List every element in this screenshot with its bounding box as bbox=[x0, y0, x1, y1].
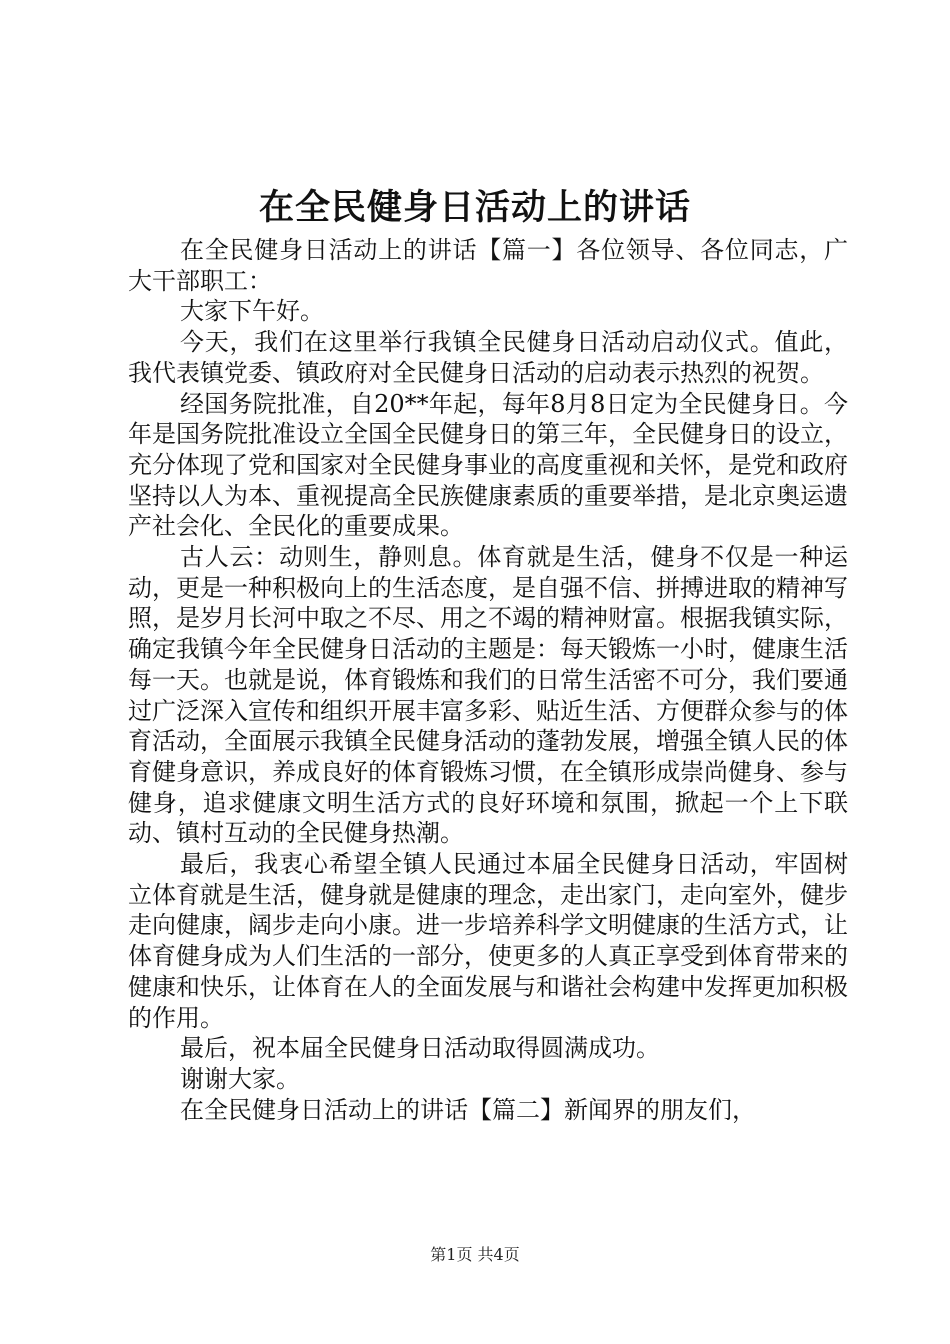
paragraph: 最后，祝本届全民健身日活动取得圆满成功。 bbox=[180, 1034, 660, 1063]
paragraph: 经国务院批准，自20**年起，每年8月8日定为全民健身日。今年是国务院批准设立全国全民健身日的第三年，全民健身日的设立，充分体现了党和国家对全民健身事业的高度重视和关怀，是党和政府坚持以人为本、重视提高全民族健康素质的重要举措，是北京奥运遗产社会化、全民化的重要成果。 bbox=[128, 389, 848, 541]
document-title: 在全民健身日活动上的讲话 bbox=[258, 187, 691, 228]
paragraph: 今天，我们在这里举行我镇全民健身日活动启动仪式。值此，我代表镇党委、镇政府对全民健身日活动的启动表示热烈的祝贺。 bbox=[128, 328, 848, 387]
paragraph: 最后，我衷心希望全镇人民通过本届全民健身日活动，牢固树立体育就是生活，健身就是健康的理念，走出家门，走向室外，健步走向健康，阔步走向小康。进一步培养科学文明健康的生活方式，让体育健身成为人们生活的一部分，使更多的人真正享受到体育带来的健康和快乐，让体育在人的全面发展与和谐社会构建中发挥更加积极的作用。 bbox=[128, 850, 848, 1032]
paragraph: 在全民健身日活动上的讲话【篇二】新闻界的朋友们， bbox=[180, 1095, 756, 1124]
page-number-footer: 第1页 共4页 bbox=[430, 1245, 520, 1264]
paragraph: 大家下午好。 bbox=[180, 297, 324, 326]
paragraph: 在全民健身日活动上的讲话【篇一】各位领导、各位同志，广大干部职工： bbox=[128, 236, 848, 295]
document-body bbox=[128, 235, 848, 1125]
paragraph: 谢谢大家。 bbox=[180, 1064, 300, 1093]
paragraph: 古人云：动则生，静则息。体育就是生活，健身不仅是一种运动，更是一种积极向上的生活态度，是自强不信、拼搏进取的精神写照，是岁月长河中取之不尽、用之不竭的精神财富。根据我镇实际，确定我镇今年全民健身日活动的主题是：每天锻炼一小时，健康生活每一天。也就是说，体育锻炼和我们的日常生活密不可分，我们要通过广泛深入宣传和组织开展丰富多彩、贴近生活、方便群众参与的体育活动，全面展示我镇全民健身活动的蓬勃发展，增强全镇人民的体育健身意识，养成良好的体育锻炼习惯，在全镇形成崇尚健身、参与健身，追求健康文明生活方式的良好环境和氛围，掀起一个上下联动、镇村互动的全民健身热潮。 bbox=[128, 543, 848, 848]
